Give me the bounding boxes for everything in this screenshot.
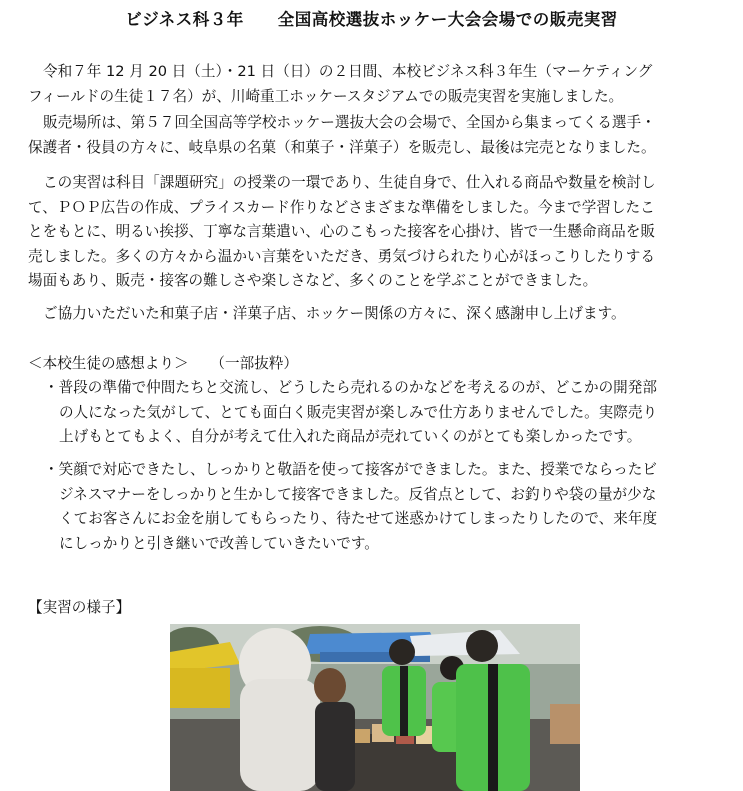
text-line: 保護者・役員の方々に、岐阜県の名菓（和菓子・洋菓子）を販売し、最後は完売となりました。	[28, 138, 656, 156]
text-line: にしっかりと引き継いで改善していきたいです。	[59, 534, 379, 552]
text-line: ・笑顔で対応できたし、しっかりと敬語を使って接客ができました。また、授業でならったビ	[44, 461, 657, 478]
page-title: ビジネス科３年 全国高校選抜ホッケー大会会場での販売実習	[125, 10, 618, 29]
text-line: フィールドの生徒１７名）が、川崎重工ホッケースタジアムでの販売実習を実施しました。	[28, 87, 624, 105]
text-line: の人になった気がして、とても面白く販売実習が楽しみで仕方ありませんでした。実際売り	[59, 403, 658, 421]
opinions-heading: ＜本校生徒の感想より＞ （一部抜粋）	[28, 355, 298, 372]
text-line: 上げもとてもよく、自分が考えて仕入れた商品が売れていくのがとても楽しかったです。	[59, 428, 642, 445]
text-line: て、ＰＯＰ広告の作成、プライスカード作りなどさまざまな準備をしました。今まで学習したこ	[28, 198, 655, 216]
text-line: ジネスマナーをしっかりと生かして接客できました。反省点として、お釣りや袋の量が少な	[59, 485, 657, 503]
photo-illustration	[170, 624, 580, 791]
text-line: この実習は科目「課題研究」の授業の一環であり、生徒自身で、仕入れる商品や数量を検討し	[43, 174, 656, 191]
sales-booth-photo	[170, 624, 580, 791]
text-line: 販売場所は、第５７回全国高等学校ホッケー選抜大会の会場で、全国から集まってくる選手・	[43, 114, 656, 131]
photo-caption: 【実習の様子】	[28, 599, 131, 616]
text-line: 売しました。多くの方々から温かい言葉をいただき、勇気づけられたり心がほっこりしたりする	[28, 247, 655, 265]
paragraph-activity	[28, 171, 723, 294]
text-line: ・普段の準備で仲間たちと交流し、どうしたら売れるのかなどを考えるのが、どこかの開発部	[44, 379, 657, 396]
opinion-item	[44, 458, 724, 556]
opinion-item	[44, 376, 724, 450]
text-line: ご協力いただいた和菓子店・洋菓子店、ホッケー関係の方々に、深く感謝申し上げます。	[43, 305, 626, 322]
text-line: とをもとに、明るい挨拶、丁寧な言葉遣い、心のこもった接客を心掛け、皆で一生懸命商品を販	[28, 223, 655, 240]
text-line: くてお客さんにお金を崩してもらったり、待たせて迷惑かけてしまったりしたので、来年度	[59, 510, 658, 527]
text-line: 場面もあり、販売・接客の難しさや楽しさなど、多くのことを学ぶことができました。	[28, 272, 598, 289]
text-line: 令和７年 12 月 20 日（土）・21 日（日）の２日間、本校ビジネス科３年生（マーケティング	[43, 63, 653, 80]
paragraph-location	[28, 111, 723, 160]
paragraph-thanks	[28, 302, 723, 327]
paragraph-intro	[28, 60, 723, 109]
